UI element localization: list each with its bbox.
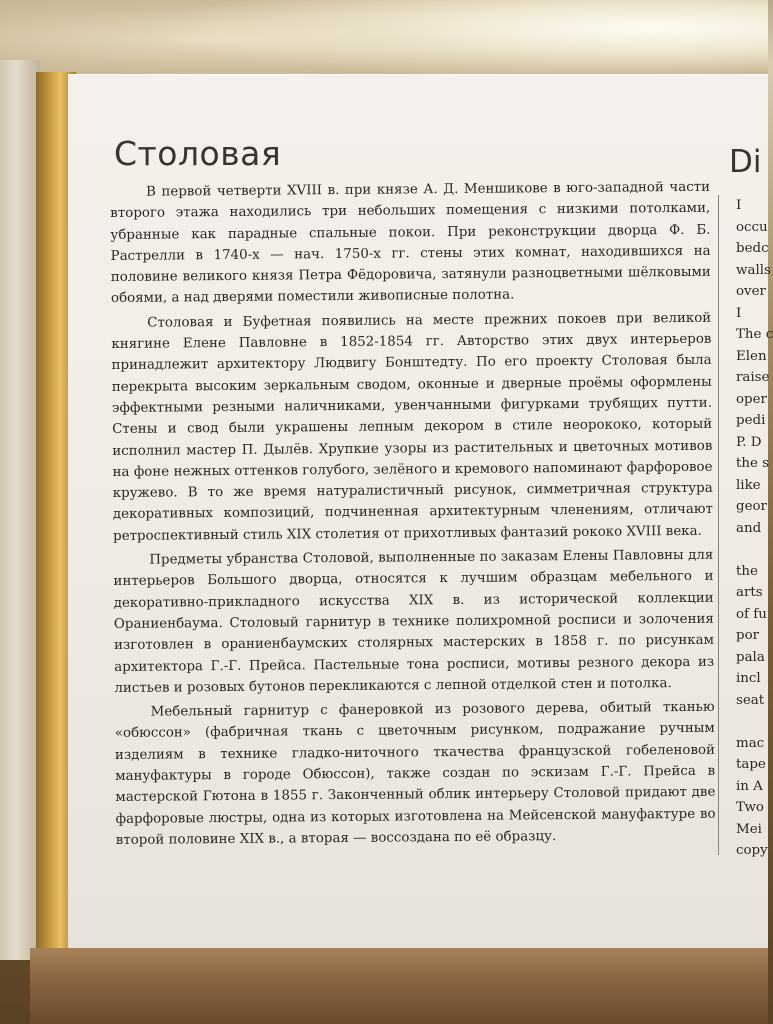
- paragraph-2: Столовая и Буфетная появились на месте прежних покоев при великой княгине Елене Павловне в 1852-1854 гг. Авторство этих двух интерьеров принадлежит архитектору Людвигу Бонштедту. По его проекту Столовая была перекрыта высоким зеркальным сводом, оконные и дверные проёмы оформлены эффектными резными наличниками, увенчанными фигурками трубящих путти. Стены и свод были украшены лепным декором в стиле неорококо, который исполнил мастер П. Дылёв. Хрупкие узоры из растительных и цветочных мотивов на фоне нежных оттенков голубого, зелёного и кремового напоминают фарфоровое кружево. В то же время натуралистичный рисунок, симметричная структура декоративных композиций, подчиненная архитектурным членениям, отличают ретроспективный стиль XIX столетия от прихотливых фантазий рококо XVIII века.: [111, 310, 713, 544]
- placard-body-russian: [110, 177, 716, 851]
- display-base: [30, 948, 768, 1024]
- english-line: incl: [736, 671, 761, 686]
- english-line: I: [736, 198, 742, 213]
- english-line: arts: [736, 585, 763, 600]
- english-line: bedc: [736, 241, 769, 256]
- english-line: Two: [736, 800, 764, 815]
- english-line: and: [736, 520, 762, 536]
- english-line: geor: [736, 499, 767, 514]
- english-line: of fu: [736, 606, 767, 622]
- background-wall-left: [0, 60, 40, 960]
- placard-title: Столовая: [114, 134, 282, 173]
- english-line: raise: [736, 370, 770, 385]
- english-line: P. D: [736, 434, 762, 450]
- english-line: occu: [736, 219, 768, 235]
- english-line: like: [736, 477, 761, 493]
- english-line: mac: [736, 735, 765, 751]
- english-line: pedi: [736, 413, 766, 428]
- english-line: over: [736, 284, 766, 299]
- english-line: Mei: [736, 821, 762, 837]
- paragraph-3: Предметы убранства Столовой, выполненные по заказам Елены Павловны для интерьеров Большого дворца, относятся к лучшим образцам мебельного и декоративно-прикладного искусства XIX в. из исторической коллекции Ораниенбаума. Столовый гарнитур в технике полихромной росписи и золочения изготовлен в ораниенбаумских столярных мастерских в 1858 г. по рисункам архитектора Г.-Г. Прейса. Пастельные тона росписи, мотивы резного декора из листьев и розовых бутонов перекликаются с лепной отделкой стен и потолка.: [113, 547, 715, 696]
- english-line: [736, 711, 768, 733]
- column-divider: [718, 195, 719, 855]
- english-title-fragment: Di: [729, 144, 762, 180]
- paragraph-1: В первой четверти XVIII в. при князе А. Д. Меншикове в юго-западной части второго этажа находились три небольших помещения с низкими потолками, убранные как парадные спальные покои. При реконструкции дворца Ф. Б. Растрелли в 1740-х — нач. 1750-х гг. стены этих комнат, находившихся на половине великого князя Петра Фёдоровича, затянули разноцветными шёлковыми обоями, а над дверями поместили живописные полотна.: [110, 179, 711, 307]
- english-line: The c: [736, 327, 773, 342]
- english-line: seat: [736, 692, 765, 708]
- english-line: pala: [736, 649, 765, 665]
- english-line: I: [736, 305, 742, 321]
- english-line: tape: [736, 757, 766, 772]
- english-line: oper: [736, 391, 767, 407]
- placard-body-english-cropped: [736, 195, 773, 862]
- english-line: the: [736, 563, 758, 579]
- english-line: in A: [736, 778, 763, 794]
- english-line: walls: [736, 262, 771, 278]
- english-line: por: [736, 628, 760, 643]
- english-line: the s: [736, 456, 770, 471]
- english-line: [736, 539, 768, 561]
- paragraph-4: Мебельный гарнитур с фанеровкой из розового дерева, обитый тканью «обюссон» (фабричная ткань с цветочным рисунком, подражание ручным изделиям в технике гладко-ниточного ткачества французской гобеленовой мануфактуры в городе Обюссон), также создан по эскизам Г.-Г. Прейса в мастерской Гютона в 1855 г. Законченный облик интерьеру Столовой придают две фарфоровые люстры, одна из которых изготовлена на Мейсенской мануфактуре во второй половине XIX в., а вторая — воссоздана по её образцу.: [114, 699, 716, 848]
- english-line: Elen: [736, 348, 767, 364]
- english-line: copy: [736, 843, 768, 858]
